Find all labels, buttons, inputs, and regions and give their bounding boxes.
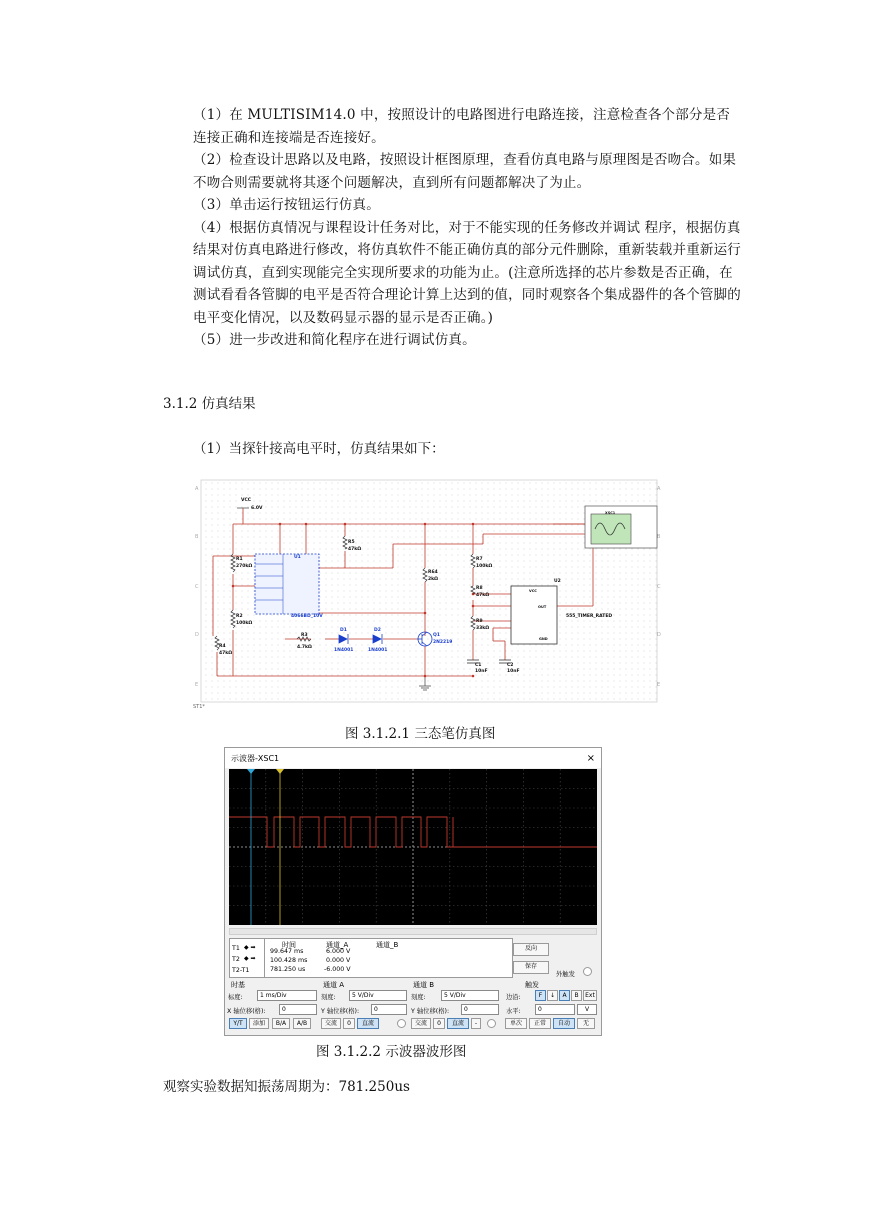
d1-label: D1 [340, 628, 347, 633]
timebase-title: 时基 [231, 981, 245, 989]
trigger-source-ext-button[interactable]: Ext [583, 990, 597, 1001]
r8-label: R8 [476, 586, 483, 591]
trigger-source-a-button[interactable]: A [559, 990, 570, 1001]
falling-edge-button[interactable]: ↓ [547, 990, 558, 1001]
oscilloscope-window [224, 747, 602, 1036]
svg-text:C: C [657, 584, 661, 590]
channel-b-scale-label: 刻度: [411, 994, 426, 1001]
external-trigger-radio[interactable] [583, 967, 592, 976]
vcc-label: VCC [241, 498, 252, 503]
cursor-readout-table [229, 938, 513, 978]
svg-text:B: B [657, 534, 661, 540]
d2-part: 1N4001 [368, 648, 388, 653]
d2-label: D2 [374, 628, 381, 633]
circuit-schematic [193, 476, 663, 710]
timebase-scale-input[interactable]: 1 ms/Div [257, 990, 317, 1001]
t2-t1-channel-a: -6.000 V [324, 966, 351, 973]
channel-b-title: 通道 B [413, 981, 435, 989]
c1-label: C1 [475, 663, 482, 668]
t1-time: 99.647 ms [270, 948, 304, 955]
timebase-scale-label: 标度: [228, 994, 243, 1001]
r7-label: R7 [476, 557, 483, 562]
t1-arrows-icon[interactable]: ◆ ➡ [244, 944, 256, 951]
u2-gnd-pin: GND [539, 637, 548, 641]
reverse-button[interactable]: 反向 [513, 943, 549, 956]
channel-b-invert-button[interactable]: - [471, 1018, 481, 1029]
svg-text:E: E [195, 682, 199, 688]
procedure-steps [193, 104, 743, 352]
r5-label: R5 [348, 540, 355, 545]
mode-add-button[interactable]: 添加 [249, 1018, 269, 1029]
channel-a-yoffset-label: Y 轴位移(格): [321, 1008, 360, 1015]
channel-a-dc-button[interactable]: 直流 [357, 1018, 379, 1029]
svg-text:ST1*: ST1* [193, 704, 205, 710]
step-4: （4）根据仿真情况与课程设计任务对比，对于不能实现的任务修改并调试 程序，根据仿真结果对仿真电路进行修改，将仿真软件不能正确仿真的部分元件删除，重新装载并重新运行调试仿真，直到实现能完全实现所要求的功能为止。(注意所选择的芯片参数是否正确，在测试看看各管脚的电平是否符合理论计算上达到的值，同时观察各个集成器件的各个管脚的电平变化情况，以及数码显示器的显示是否正确。) [193, 219, 741, 326]
u2-label: U2 [554, 579, 561, 584]
r3-label: R3 [301, 633, 308, 638]
t2-time: 100.428 ms [270, 957, 308, 964]
svg-text:E: E [657, 682, 661, 688]
step-2: （2）检查设计思路以及电路，按照设计框图原理，查看仿真电路与原理图是否吻合。如果不吻合则需要就将其逐个问题解决，直到所有问题都解决了为止。 [193, 152, 737, 191]
svg-text:D: D [657, 632, 661, 638]
r4-value: 47kΩ [219, 651, 233, 656]
rising-edge-button[interactable]: F [535, 990, 546, 1001]
t1-channel-a: 6.000 V [326, 948, 351, 955]
channel-b-yoffset-input[interactable]: 0 [461, 1004, 499, 1015]
r64-label: R64 [428, 570, 438, 575]
xsc-label: XSC1 [605, 511, 616, 515]
r2-value: 100kΩ [236, 621, 253, 626]
r64-value: 2kΩ [428, 577, 438, 582]
trigger-level-input[interactable]: 0 [535, 1004, 575, 1015]
channel-a-scale-input[interactable]: 5 V/Div [349, 990, 407, 1001]
u1-label: U1 [294, 555, 301, 560]
channel-b-yoffset-label: Y 轴位移(格): [411, 1008, 450, 1015]
mode-yt-button[interactable]: Y/T [229, 1018, 247, 1029]
observation-text: 观察实验数据知振荡周期为：781.250us [163, 1079, 410, 1095]
t2-t1-label: T2-T1 [232, 967, 250, 974]
d1-part: 1N4001 [334, 648, 354, 653]
trigger-title: 触发 [525, 981, 539, 989]
r3-value: 4.7kΩ [297, 645, 312, 650]
channel-a-ac-button[interactable]: 交流 [321, 1018, 341, 1029]
r9-label: R9 [476, 619, 483, 624]
x-offset-label: X 轴位移(格): [227, 1008, 266, 1015]
step-3: （3）单击运行按钮运行仿真。 [193, 197, 380, 213]
x-offset-input[interactable]: 0 [279, 1004, 317, 1015]
oscilloscope-title: 示波器-XSC1 [231, 753, 280, 763]
trigger-edge-label: 边沿: [506, 994, 521, 1001]
probe-text: （1）当探针接高电平时，仿真结果如下： [193, 441, 445, 457]
trigger-level-unit[interactable]: V [577, 1004, 597, 1015]
r9-value: 33kΩ [476, 626, 490, 631]
c2-value: 10nF [507, 669, 520, 674]
step-5: （5）进一步改进和简化程序在进行调试仿真。 [193, 332, 476, 348]
svg-text:D: D [195, 632, 199, 638]
u2-part: 555_TIMER_RATED [566, 614, 613, 619]
channel-b-dc-button[interactable]: 直流 [447, 1018, 469, 1029]
t1-label: T1 [232, 945, 240, 952]
r7-value: 100kΩ [476, 564, 493, 569]
horizontal-scrollbar[interactable] [229, 928, 597, 935]
trigger-single-button[interactable]: 单次 [505, 1018, 527, 1029]
t2-t1-time: 781.250 us [270, 966, 306, 973]
u1-part: 4066BD_10V [291, 614, 323, 619]
section-heading: 3.1.2 仿真结果 [163, 396, 256, 412]
channel-a-yoffset-input[interactable]: 0 [371, 1004, 407, 1015]
r1-label: R1 [236, 557, 243, 562]
channel-a-title: 通道 A [323, 981, 345, 989]
q1-label: Q1 [433, 633, 440, 638]
step-1: （1）在 MULTISIM14.0 中，按照设计的电路图进行电路连接，注意检查各个部分是否连接正确和连接端是否连接好。 [193, 107, 731, 146]
trigger-none-button[interactable]: 无 [577, 1018, 595, 1029]
channel-a-radio[interactable] [397, 1019, 406, 1028]
svg-text:C: C [195, 584, 199, 590]
channel-b-zero-button[interactable]: 0 [433, 1018, 445, 1029]
c1-value: 10nF [475, 669, 488, 674]
channel-b-scale-input[interactable]: 5 V/Div [441, 990, 499, 1001]
svg-text:A: A [195, 486, 199, 492]
t2-channel-a: 0.000 V [326, 957, 351, 964]
trigger-auto-button[interactable]: 自动 [553, 1018, 575, 1029]
trigger-source-b-button[interactable]: B [571, 990, 582, 1001]
t2-arrows-icon[interactable]: ◆ ➡ [244, 955, 256, 962]
close-icon[interactable]: × [586, 752, 595, 764]
trigger-normal-button[interactable]: 正常 [529, 1018, 551, 1029]
channel-a-scale-label: 刻度: [321, 994, 336, 1001]
t2-label: T2 [232, 956, 240, 963]
channel-a-zero-button[interactable]: 0 [343, 1018, 355, 1029]
figure1-caption: 图 3.1.2.1 三态笔仿真图 [345, 726, 496, 742]
r5-value: 47kΩ [348, 547, 362, 552]
trigger-level-label: 水平: [506, 1008, 521, 1015]
time-header: 时间 [282, 941, 296, 949]
r2-label: R2 [236, 614, 243, 619]
channel-b-radio[interactable] [487, 1019, 496, 1028]
save-button[interactable]: 保存 [513, 961, 549, 974]
channel-b-header: 通道_B [376, 941, 399, 949]
svg-text:B: B [195, 534, 199, 540]
figure2-caption: 图 3.1.2.2 示波器波形图 [316, 1044, 467, 1060]
mode-ba-button[interactable]: B/A [272, 1018, 290, 1029]
r8-value: 47kΩ [476, 593, 490, 598]
mode-ab-button[interactable]: A/B [293, 1018, 311, 1029]
oscilloscope-titlebar [225, 748, 601, 768]
c2-label: C2 [507, 663, 514, 668]
r4-label: R4 [219, 644, 226, 649]
svg-text:A: A [657, 486, 661, 492]
channel-a-header: 通道_A [326, 941, 349, 949]
external-trigger-label: 外触发 [556, 971, 575, 978]
channel-b-ac-button[interactable]: 交流 [411, 1018, 431, 1029]
oscilloscope-screen [229, 769, 597, 925]
vcc-value: 6.0V [251, 506, 263, 511]
r1-value: 270kΩ [236, 564, 253, 569]
u2-vcc-pin: VCC [529, 589, 537, 593]
q1-part: 2N2219 [433, 640, 453, 645]
u2-out-pin: OUT [538, 605, 547, 609]
